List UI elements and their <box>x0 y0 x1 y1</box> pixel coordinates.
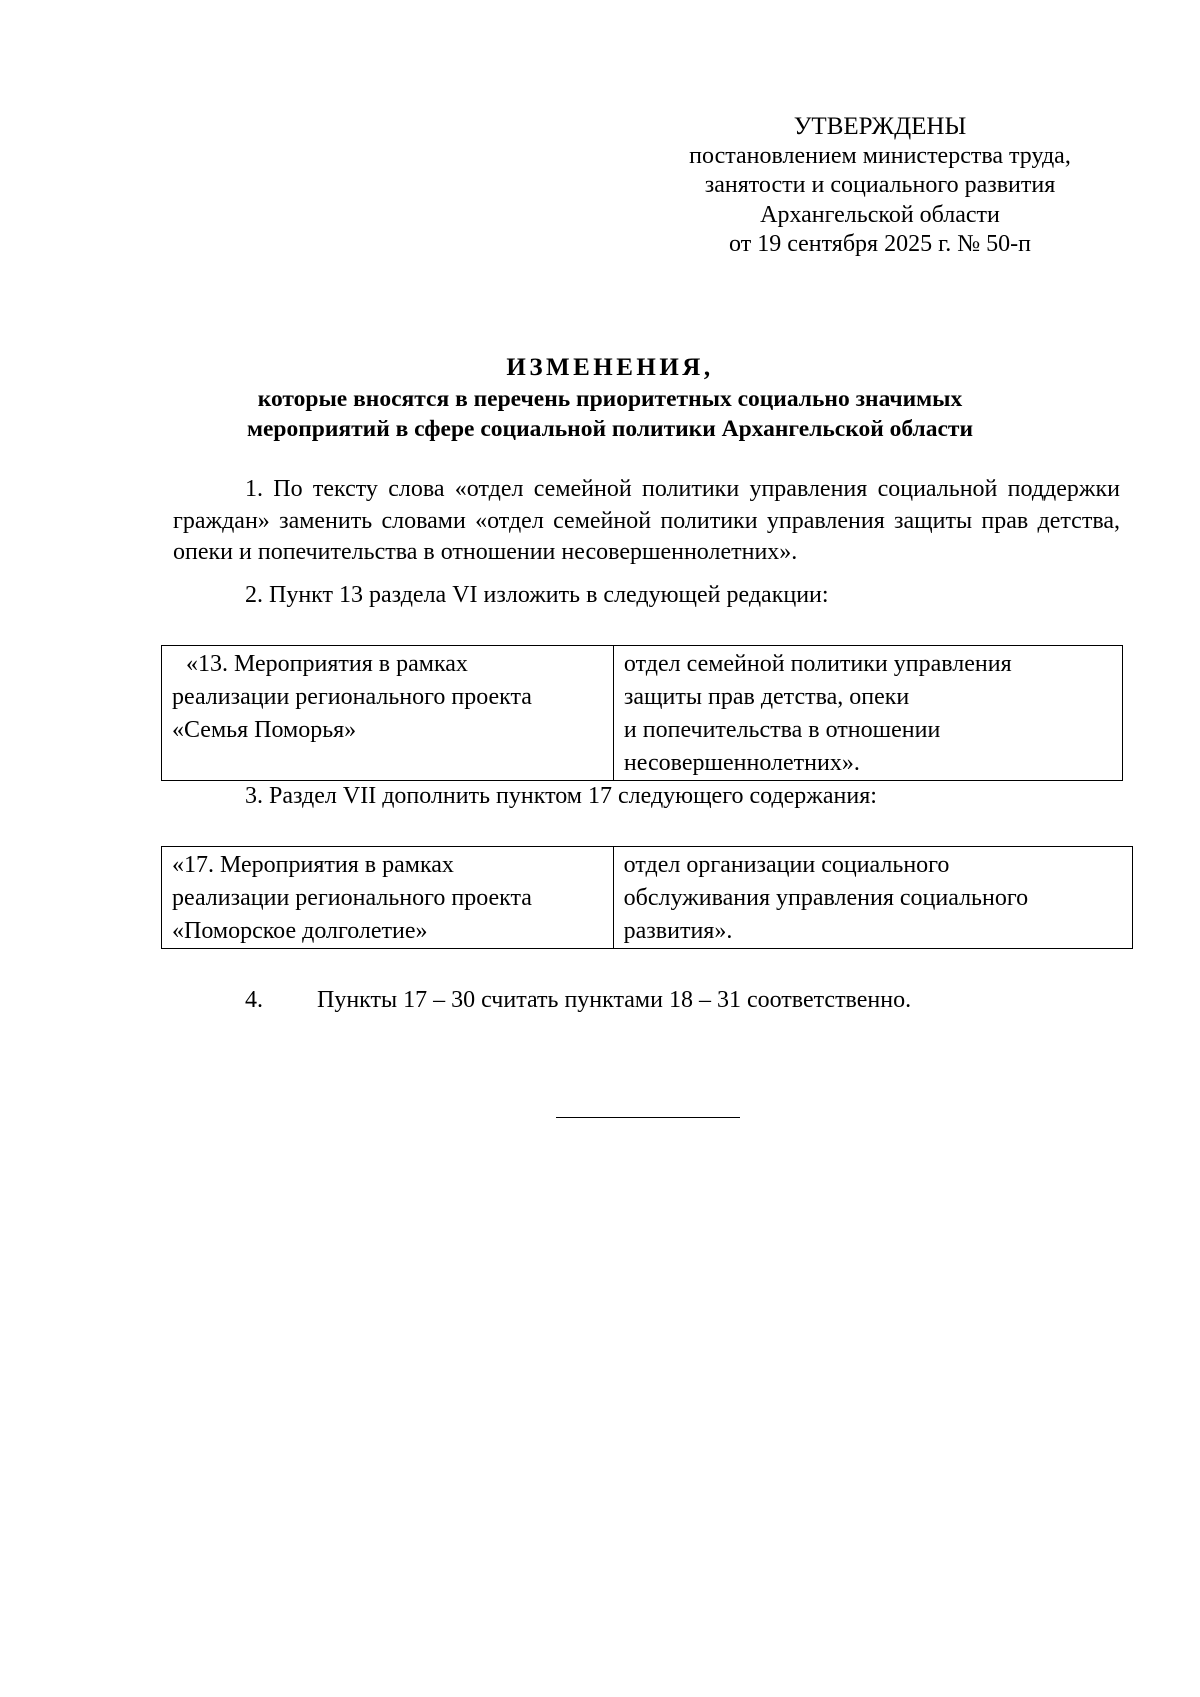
title-main: ИЗМЕНЕНИЯ, <box>506 354 714 381</box>
paragraph-4 <box>245 984 1125 1016</box>
table-row <box>162 646 1123 781</box>
paragraph-2: 2. Пункт 13 раздела VI изложить в следующей редакции: <box>245 582 829 608</box>
table-cell-department <box>613 646 1122 781</box>
cell-line: реализации регионального проекта <box>172 684 532 710</box>
cell-line: реализации регионального проекта <box>172 885 532 911</box>
cell-line: «13. Мероприятия в рамках <box>186 651 468 677</box>
table-row <box>162 847 1133 949</box>
cell-line: обслуживания управления социального <box>623 885 1029 911</box>
cell-line: и попечительства в отношении <box>623 717 941 743</box>
approval-heading: УТВЕРЖДЕНЫ <box>793 113 967 140</box>
end-divider <box>556 1117 740 1118</box>
document-title <box>160 352 1060 444</box>
paragraph-1: 1. По тексту слова «отдел семейной политики управления социальной поддержки граждан» заменить словами «отдел семейной политики управления защиты прав детства, опеки и попечительства в отношении несовершеннолетних». <box>173 476 1120 565</box>
amendment-table-item-17 <box>161 846 1133 949</box>
title-subtitle-line: которые вносятся в перечень приоритетных социально значимых <box>257 386 963 412</box>
paragraph-4-number: 4. <box>245 987 263 1013</box>
table-cell-department <box>613 847 1132 949</box>
cell-line: «17. Мероприятия в рамках <box>172 852 454 878</box>
cell-line: отдел семейной политики управления <box>623 651 1012 677</box>
cell-line: несовершеннолетних». <box>623 750 860 776</box>
table-cell-event <box>162 646 614 781</box>
cell-line: отдел организации социального <box>623 852 950 878</box>
approval-date-line: от 19 сентября 2025 г. № 50-п <box>729 231 1031 257</box>
cell-line: защиты прав детства, опеки <box>623 684 910 710</box>
cell-line: «Семья Поморья» <box>172 717 357 743</box>
approval-line: занятости и социального развития <box>704 172 1056 198</box>
amendment-table-item-13 <box>161 645 1123 781</box>
cell-line: «Поморское долголетие» <box>172 918 428 944</box>
paragraph-4-text: Пункты 17 – 30 считать пунктами 18 – 31 соответственно. <box>317 987 912 1013</box>
paragraph-3: 3. Раздел VII дополнить пунктом 17 следующего содержания: <box>245 783 877 809</box>
table-cell-event <box>162 847 614 949</box>
cell-line: развития». <box>623 918 733 944</box>
approval-line: постановлением министерства труда, <box>689 142 1071 169</box>
title-subtitle-line: мероприятий в сфере социальной политики Архангельской области <box>246 416 973 442</box>
approval-block <box>670 112 1090 260</box>
approval-line: Архангельской области <box>760 201 1000 228</box>
